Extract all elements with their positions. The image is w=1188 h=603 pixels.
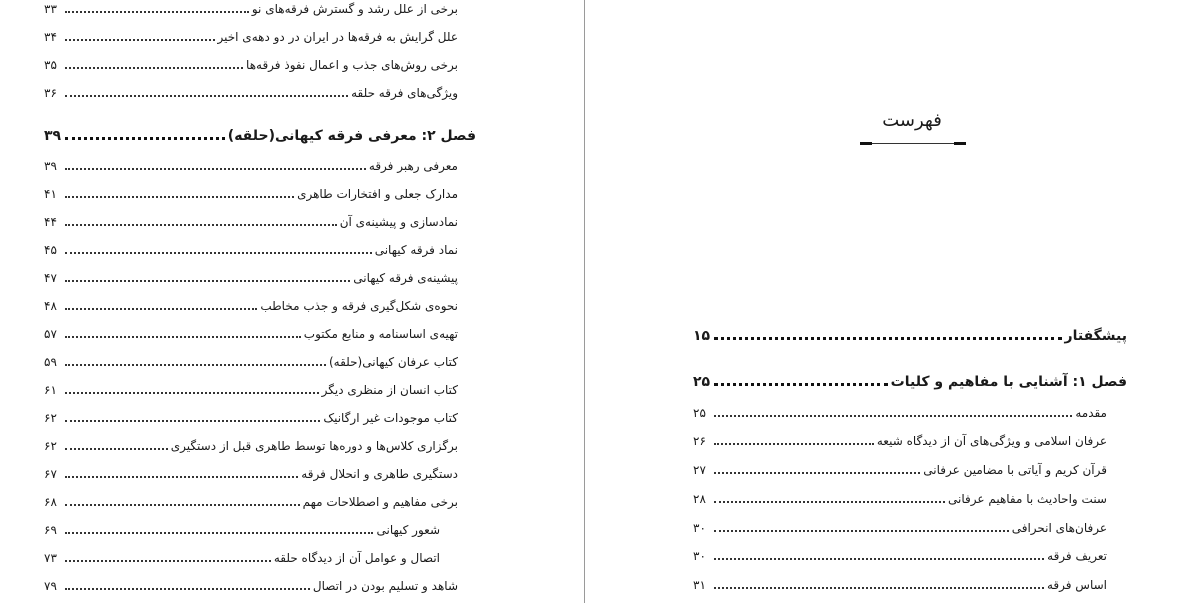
toc-entry-page: ۲۵	[693, 374, 711, 390]
toc-entry-page: ۶۹	[44, 523, 57, 537]
toc-entry-label: مقدمه	[1075, 406, 1107, 420]
toc-entry	[44, 571, 458, 593]
toc-entry	[44, 515, 440, 537]
toc-entry-label: برگزاری کلاس‌ها و دوره‌ها توسط طاهری قبل از دستگیری	[170, 439, 458, 453]
toc-leader-dots	[65, 476, 298, 478]
toc-entry-page: ۳۱	[693, 578, 706, 592]
toc-chapter-heading	[44, 122, 476, 144]
toc-leader-dots	[714, 472, 920, 474]
title-underline	[860, 143, 966, 144]
toc-entry-label: اتصال و عوامل آن از دیدگاه حلقه	[273, 551, 440, 565]
toc-leader-dots	[65, 168, 366, 170]
toc-leader-dots	[65, 252, 372, 254]
toc-entry-page: ۲۷	[693, 463, 706, 477]
toc-leader-dots	[65, 336, 301, 338]
toc-entry-label: تعریف فرقه	[1047, 549, 1107, 563]
toc-entry-label: برخی مفاهیم و اصطلاحات مهم	[302, 495, 458, 509]
toc-leader-dots	[714, 530, 1009, 532]
toc-section-heading	[693, 322, 1127, 344]
toc-entry-page: ۵۹	[44, 355, 57, 369]
toc-leader-dots	[65, 67, 243, 69]
toc-entry	[44, 151, 458, 173]
toc-entry-page: ۳۹	[44, 159, 57, 173]
toc-entry	[693, 398, 1107, 420]
toc-entry	[693, 541, 1107, 563]
toc-entry	[44, 179, 458, 201]
toc-entry-label: مدارک جعلی و افتخارات طاهری	[297, 187, 458, 201]
toc-leader-dots	[65, 95, 348, 97]
toc-entry-page: ۱۵	[693, 328, 711, 344]
toc-entry-page: ۶۸	[44, 495, 57, 509]
toc-leader-dots	[65, 137, 225, 140]
toc-entry-page: ۲۸	[693, 492, 706, 506]
toc-entry-label: فصل ۲: معرفی فرقه کیهانی(حلقه)	[227, 128, 476, 144]
toc-entry-page: ۵۷	[44, 327, 57, 341]
toc-entry-label: تهیه‌ی اساسنامه و منابع مکتوب	[303, 327, 458, 341]
toc-entry	[44, 22, 458, 44]
toc-entry	[44, 459, 458, 481]
toc-entry-label: ویژگی‌های فرقه حلقه	[351, 86, 458, 100]
toc-entry	[693, 570, 1107, 592]
toc-leader-dots	[714, 443, 874, 445]
toc-entry-label: پیشینه‌ی فرقه کیهانی	[353, 271, 458, 285]
toc-entry-page: ۴۱	[44, 187, 57, 201]
toc-entry-page: ۳۹	[44, 128, 62, 144]
toc-entry-page: ۷۹	[44, 579, 57, 593]
toc-entry-label: نماد فرقه کیهانی	[374, 243, 458, 257]
toc-entry-page: ۳۶	[44, 86, 57, 100]
toc-leader-dots	[65, 532, 373, 534]
toc-entry	[44, 207, 458, 229]
toc-leader-dots	[65, 560, 271, 562]
toc-entry-label: برخی روش‌های جذب و اعمال نفوذ فرقه‌ها	[246, 58, 458, 72]
toc-entry-label: معرفی رهبر فرقه	[368, 159, 458, 173]
toc-entry	[44, 50, 458, 72]
toc-leader-dots	[714, 558, 1044, 560]
toc-entry-page: ۴۸	[44, 299, 57, 313]
toc-leader-dots	[714, 501, 945, 503]
toc-entry-page: ۳۰	[693, 521, 706, 535]
toc-entry	[693, 455, 1107, 477]
toc-entry-label: کتاب انسان از منظری دیگر	[321, 383, 458, 397]
toc-leader-dots	[65, 280, 350, 282]
toc-entry	[693, 426, 1107, 448]
toc-entry-page: ۲۵	[693, 406, 706, 420]
toc-entry-label: برخی از علل رشد و گسترش فرقه‌های نو	[251, 2, 458, 16]
toc-leader-dots	[65, 196, 294, 198]
toc-entry-label: نمادسازی و پیشینه‌ی آن	[339, 215, 458, 229]
toc-leader-dots	[714, 383, 888, 386]
toc-leader-dots	[714, 415, 1072, 417]
toc-entry-label: کتاب عرفان کیهانی(حلقه)	[328, 355, 458, 369]
toc-entry-label: کتاب موجودات غیر ارگانیک	[323, 411, 458, 425]
toc-entry	[44, 78, 458, 100]
toc-entry	[44, 291, 458, 313]
toc-entry-label: نحوه‌ی شکل‌گیری فرقه و جذب مخاطب	[260, 299, 458, 313]
toc-entry	[693, 513, 1107, 535]
toc-entry-page: ۶۲	[44, 411, 57, 425]
toc-leader-dots	[65, 504, 300, 506]
toc-entry-page: ۶۷	[44, 467, 57, 481]
toc-entry-label: شاهد و تسلیم بودن در اتصال	[312, 579, 458, 593]
toc-leader-dots	[65, 420, 320, 422]
toc-leader-dots	[65, 308, 257, 310]
toc-entry-page: ۴۴	[44, 215, 57, 229]
toc-leader-dots	[65, 11, 249, 13]
toc-entry	[44, 319, 458, 341]
toc-entry-label: اساس فرقه	[1046, 578, 1107, 592]
page-divider	[584, 0, 585, 603]
toc-leader-dots	[65, 364, 326, 366]
toc-chapter-heading	[693, 368, 1127, 390]
toc-entry	[44, 375, 458, 397]
toc-entry-page: ۶۲	[44, 439, 57, 453]
toc-entry	[44, 235, 458, 257]
toc-entry-page: ۷۳	[44, 551, 57, 565]
toc-entry-page: ۴۷	[44, 271, 57, 285]
toc-entry-label: سنت واحادیث با مفاهیم عرفانی	[948, 492, 1107, 506]
toc-leader-dots	[65, 392, 319, 394]
toc-entry-label: پیشگفتار	[1064, 328, 1127, 344]
toc-title: فهرست	[882, 110, 942, 131]
toc-entry-label: فصل ۱: آشنایی با مفاهیم و کلیات	[890, 374, 1127, 390]
toc-entry-label: عرفان‌های انحرافی	[1011, 521, 1107, 535]
toc-entry	[44, 0, 458, 16]
toc-entry-page: ۶۱	[44, 383, 57, 397]
toc-entry-label: دستگیری طاهری و انحلال فرقه	[301, 467, 458, 481]
toc-entry-page: ۳۳	[44, 2, 57, 16]
toc-entry-page: ۳۵	[44, 58, 57, 72]
toc-leader-dots	[65, 224, 337, 226]
toc-entry-label: عرفان اسلامی و ویژگی‌های آن از دیدگاه شیعه	[876, 434, 1107, 448]
toc-entry-label: قرآن کریم و آیاتی با مضامین عرفانی	[923, 463, 1107, 477]
toc-entry	[44, 431, 458, 453]
toc-leader-dots	[65, 588, 310, 590]
toc-entry	[44, 263, 458, 285]
toc-leader-dots	[714, 337, 1062, 340]
toc-leader-dots	[65, 39, 215, 41]
toc-entry	[44, 347, 458, 369]
toc-entry	[44, 543, 440, 565]
toc-entry	[44, 403, 458, 425]
toc-entry	[693, 484, 1107, 506]
toc-entry	[44, 487, 458, 509]
toc-entry-label: علل گرایش به فرقه‌ها در ایران در دو دهه‌ی اخیر	[217, 30, 458, 44]
toc-entry-page: ۳۰	[693, 549, 706, 563]
toc-entry-label: شعور کیهانی	[376, 523, 440, 537]
toc-entry-page: ۲۶	[693, 434, 706, 448]
toc-leader-dots	[714, 587, 1044, 589]
toc-leader-dots	[65, 448, 168, 450]
toc-entry-page: ۳۴	[44, 30, 57, 44]
toc-entry-page: ۴۵	[44, 243, 57, 257]
